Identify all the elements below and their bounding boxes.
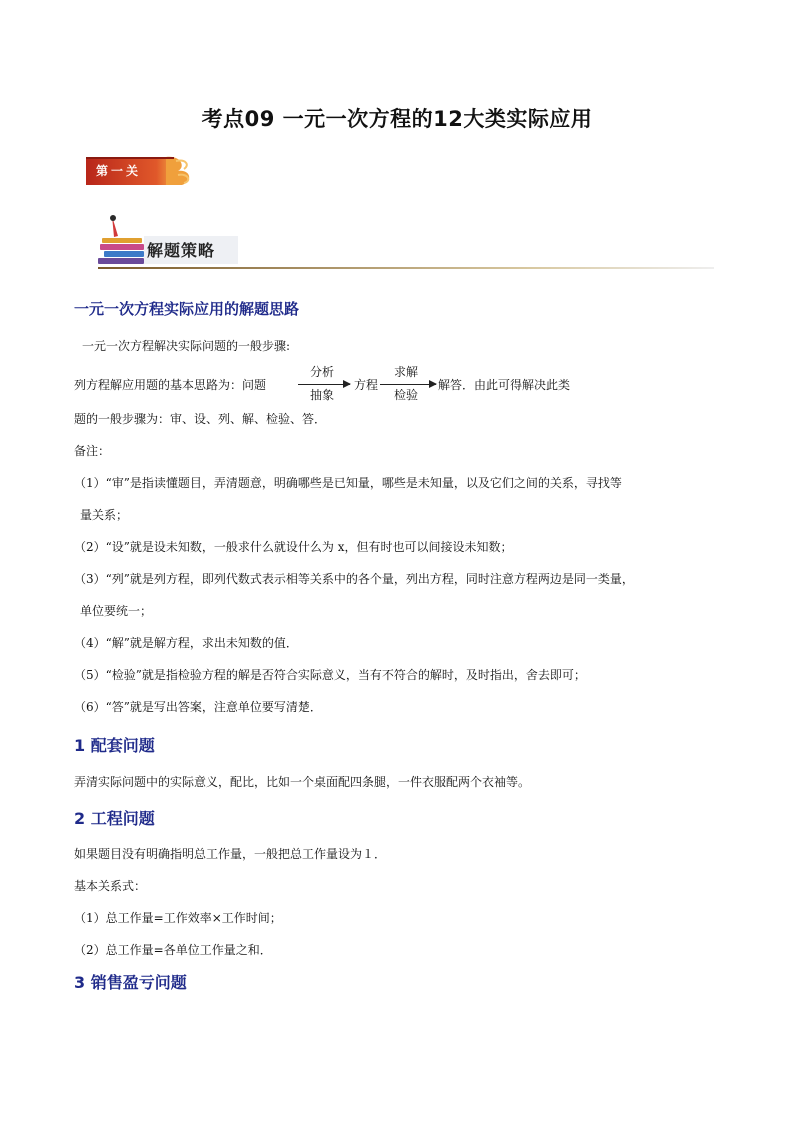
strategy-heading: 解题策略 [147, 241, 216, 260]
flow-arrow1-bottom: 抽象 [310, 388, 335, 402]
note-label: 备注： [74, 444, 111, 458]
note-item: （5）“检验”就是指检验方程的解是否符合实际意义，当有不符合的解时，及时指出，舍去即可； [74, 668, 586, 682]
flow-arrow2-top: 求解 [394, 365, 419, 379]
intro-text: 一元一次方程解决实际问题的一般步骤: [82, 339, 291, 353]
section2-text: 如果题目没有明确指明总工作量，一般把总工作量设为１． [74, 847, 387, 861]
flow-prefix: 列方程解应用题的基本思路为：问题 [74, 378, 267, 392]
flow-mid: 方程 [354, 378, 379, 392]
level-banner-label: 第一关 [96, 164, 142, 178]
flow-arrow2 [380, 384, 436, 385]
note-item: 单位要统一； [80, 604, 153, 618]
flow-arrow1 [298, 384, 350, 385]
section-heading-2: 2 工程问题 [74, 809, 155, 828]
note-item: （2）“设”就是设未知数，一般求什么就设什么为 x，但有时也可以间接设未知数； [74, 540, 513, 554]
note-item: （3）“列”就是列方程，即列代数式表示相等关系中的各个量，列出方程，同时注意方程两边是同一类量， [74, 572, 634, 586]
strategy-divider [98, 267, 714, 269]
section2-item: （2）总工作量=各单位工作量之和． [74, 943, 272, 957]
steps-line: 题的一般步骤为：审、设、列、解、检验、答． [74, 412, 327, 426]
note-item: （1）“审”是指读懂题目，弄清题意，明确哪些是已知量，哪些是未知量，以及它们之间的关系，寻找等 [74, 476, 622, 490]
section-heading-3: 3 销售盈亏问题 [74, 973, 187, 992]
flow-arrow2-bottom: 检验 [394, 388, 419, 402]
note-item: 量关系； [80, 508, 129, 522]
section-heading-main: 一元一次方程实际应用的解题思路 [74, 300, 300, 318]
flow-suffix: 解答．由此可得解决此类 [438, 378, 571, 392]
note-item: （6）“答”就是写出答案，注意单位要写清楚． [74, 700, 322, 714]
flow-arrow1-top: 分析 [310, 365, 335, 379]
section-heading-1: 1 配套问题 [74, 736, 155, 755]
section1-text: 弄清实际问题中的实际意义，配比，比如一个桌面配四条腿，一件衣服配两个衣袖等。 [74, 775, 531, 789]
section2-item: （1）总工作量=工作效率×工作时间； [74, 911, 282, 925]
page-title: 考点09 一元一次方程的12大类实际应用 [201, 107, 593, 131]
note-item: （4）“解”就是解方程，求出未知数的值． [74, 636, 298, 650]
section2-relations-label: 基本关系式： [74, 879, 147, 893]
